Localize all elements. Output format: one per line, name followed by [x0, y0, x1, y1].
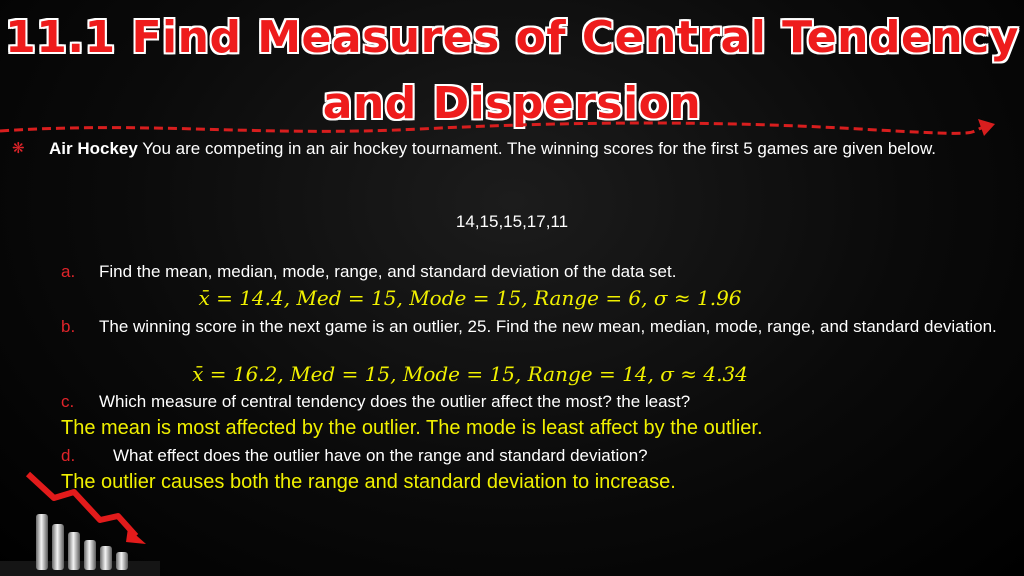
answer-c: The mean is most affected by the outlier. The mode is least affect by the outlier.: [61, 417, 763, 439]
bullet-icon: ❋: [12, 140, 25, 157]
question-b-letter: b.: [61, 317, 76, 336]
question-c-text: Which measure of central tendency does the outlier affect the most? the least?: [99, 392, 691, 411]
question-c: [61, 392, 690, 412]
question-c-letter: c.: [61, 392, 75, 411]
question-a-text: Find the mean, median, mode, range, and standard deviation of the data set.: [99, 262, 677, 281]
question-b-text: The winning score in the next game is an outlier, 25. Find the new mean, median, mode, range, and standard deviation.: [99, 317, 997, 336]
question-d: [61, 446, 648, 466]
data-set: 14,15,15,17,11: [455, 212, 569, 231]
question-b: [61, 317, 999, 337]
question-d-letter: d.: [61, 446, 76, 465]
problem-intro: [49, 139, 1009, 159]
question-d-text: What effect does the outlier have on the range and standard deviation?: [113, 446, 648, 465]
slide-title-line-1: 11.1 Find Measures of Central Tendency: [5, 12, 1019, 63]
dashed-arrow-decoration: [0, 112, 1024, 142]
question-a-letter: a.: [61, 262, 76, 281]
problem-text: You are competing in an air hockey tournament. The winning scores for the first 5 games are given below.: [137, 139, 937, 158]
declining-bar-chart-icon: [0, 466, 160, 576]
answer-a: x̄ = 14.4, Med = 15, Mode = 15, Range = 6, σ ≈ 1.96: [198, 286, 742, 310]
answer-d: The outlier causes both the range and standard deviation to increase.: [61, 471, 676, 493]
problem-label: Air Hockey: [49, 139, 138, 158]
question-a: [61, 262, 676, 282]
slide-title-line-2: and Dispersion: [322, 78, 702, 129]
answer-b: x̄ = 16.2, Med = 15, Mode = 15, Range = 14, σ ≈ 4.34: [192, 362, 748, 386]
